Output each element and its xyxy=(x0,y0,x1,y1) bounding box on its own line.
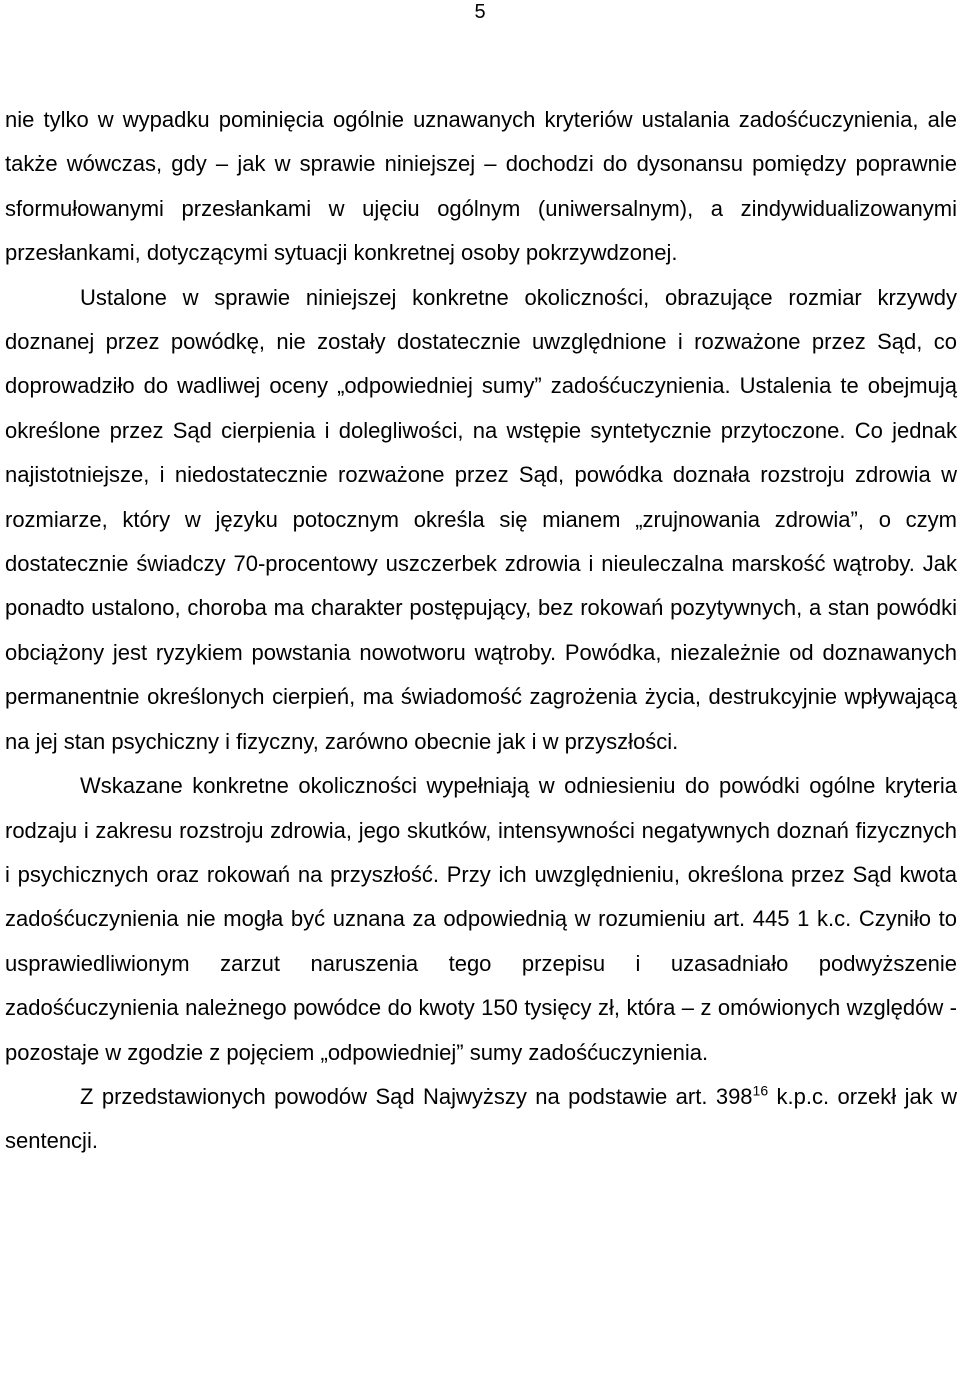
conclusion-text-end: k.p.c. orzekł jak w sentencji. xyxy=(5,1083,957,1154)
paragraph-circumstances: Ustalone w sprawie niniejszej konkretne okoliczności, obrazujące rozmiar krzywdy doznanej przez powódkę, nie zostały dostatecznie uwzględnione i rozważone przez Sąd, co doprowadziło do wadliwej oceny „odpowiedniej sumy” zadośćuczynienia. Ustalenia te obejmują określone przez Sąd cierpienia i dolegliwości, na wstępie syntetycznie przytoczone. Co jednak najistotniejsze, i niedostatecznie rozważone przez Sąd, powódka doznała rozstroju zdrowia w rozmiarze, który w języku potocznym określa się mianem „zrujnowania zdrowia”, o czym dostatecznie świadczy 70-procentowy uszczerbek zdrowia i nieuleczalna marskość wątroby. Jak ponadto ustalono, choroba ma charakter postępujący, bez rokowań pozytywnych, a stan powódki obciążony jest ryzykiem powstania nowotworu wątroby. Powódka, niezależnie od doznawanych permanentnie określonych cierpień, ma świadomość zagrożenia życia, destrukcyjnie wpływającą na jej stan psychiczny i fizyczny, zarówno obecnie jak i w przyszłości. xyxy=(5,284,957,754)
document-body xyxy=(5,98,957,1164)
paragraph-assessment: Wskazane konkretne okoliczności wypełniają w odniesieniu do powódki ogólne kryteria rodzaju i zakresu rozstroju zdrowia, jego skutków, intensywności negatywnych doznań fizycznych i psychicznych oraz rokowań na przyszłość. Przy ich uwzględnieniu, określona przez Sąd kwota zadośćuczynienia nie mogła być uznana za odpowiednią w rozumieniu art. 445 1 k.c. Czyniło to usprawiedliwionym zarzut naruszenia tego przepisu i uzasadniało podwyższenie zadośćuczynienia należnego powódce do kwoty 150 tysięcy zł, która – z omówionych względów - pozostaje w zgodzie z pojęciem „odpowiedniej” sumy zadośćuczynienia. xyxy=(5,773,957,1065)
conclusion-text-start: Z przedstawionych powodów Sąd Najwyższy na podstawie art. 398 xyxy=(80,1083,753,1109)
paragraph-conclusion xyxy=(5,1075,957,1164)
paragraph-continued: nie tylko w wypadku pominięcia ogólnie uznawanych kryteriów ustalania zadośćuczynienia, ale także wówczas, gdy – jak w sprawie niniejszej – dochodzi do dysonansu pomiędzy poprawnie sformułowanymi przesłankami w ujęciu ogólnym (uniwersalnym), a zindywidualizowanymi przesłankami, dotyczącymi sytuacji konkretnej osoby pokrzywdzonej. xyxy=(5,107,957,266)
article-superscript: 16 xyxy=(752,1082,769,1099)
page-number: 5 xyxy=(474,1,486,23)
